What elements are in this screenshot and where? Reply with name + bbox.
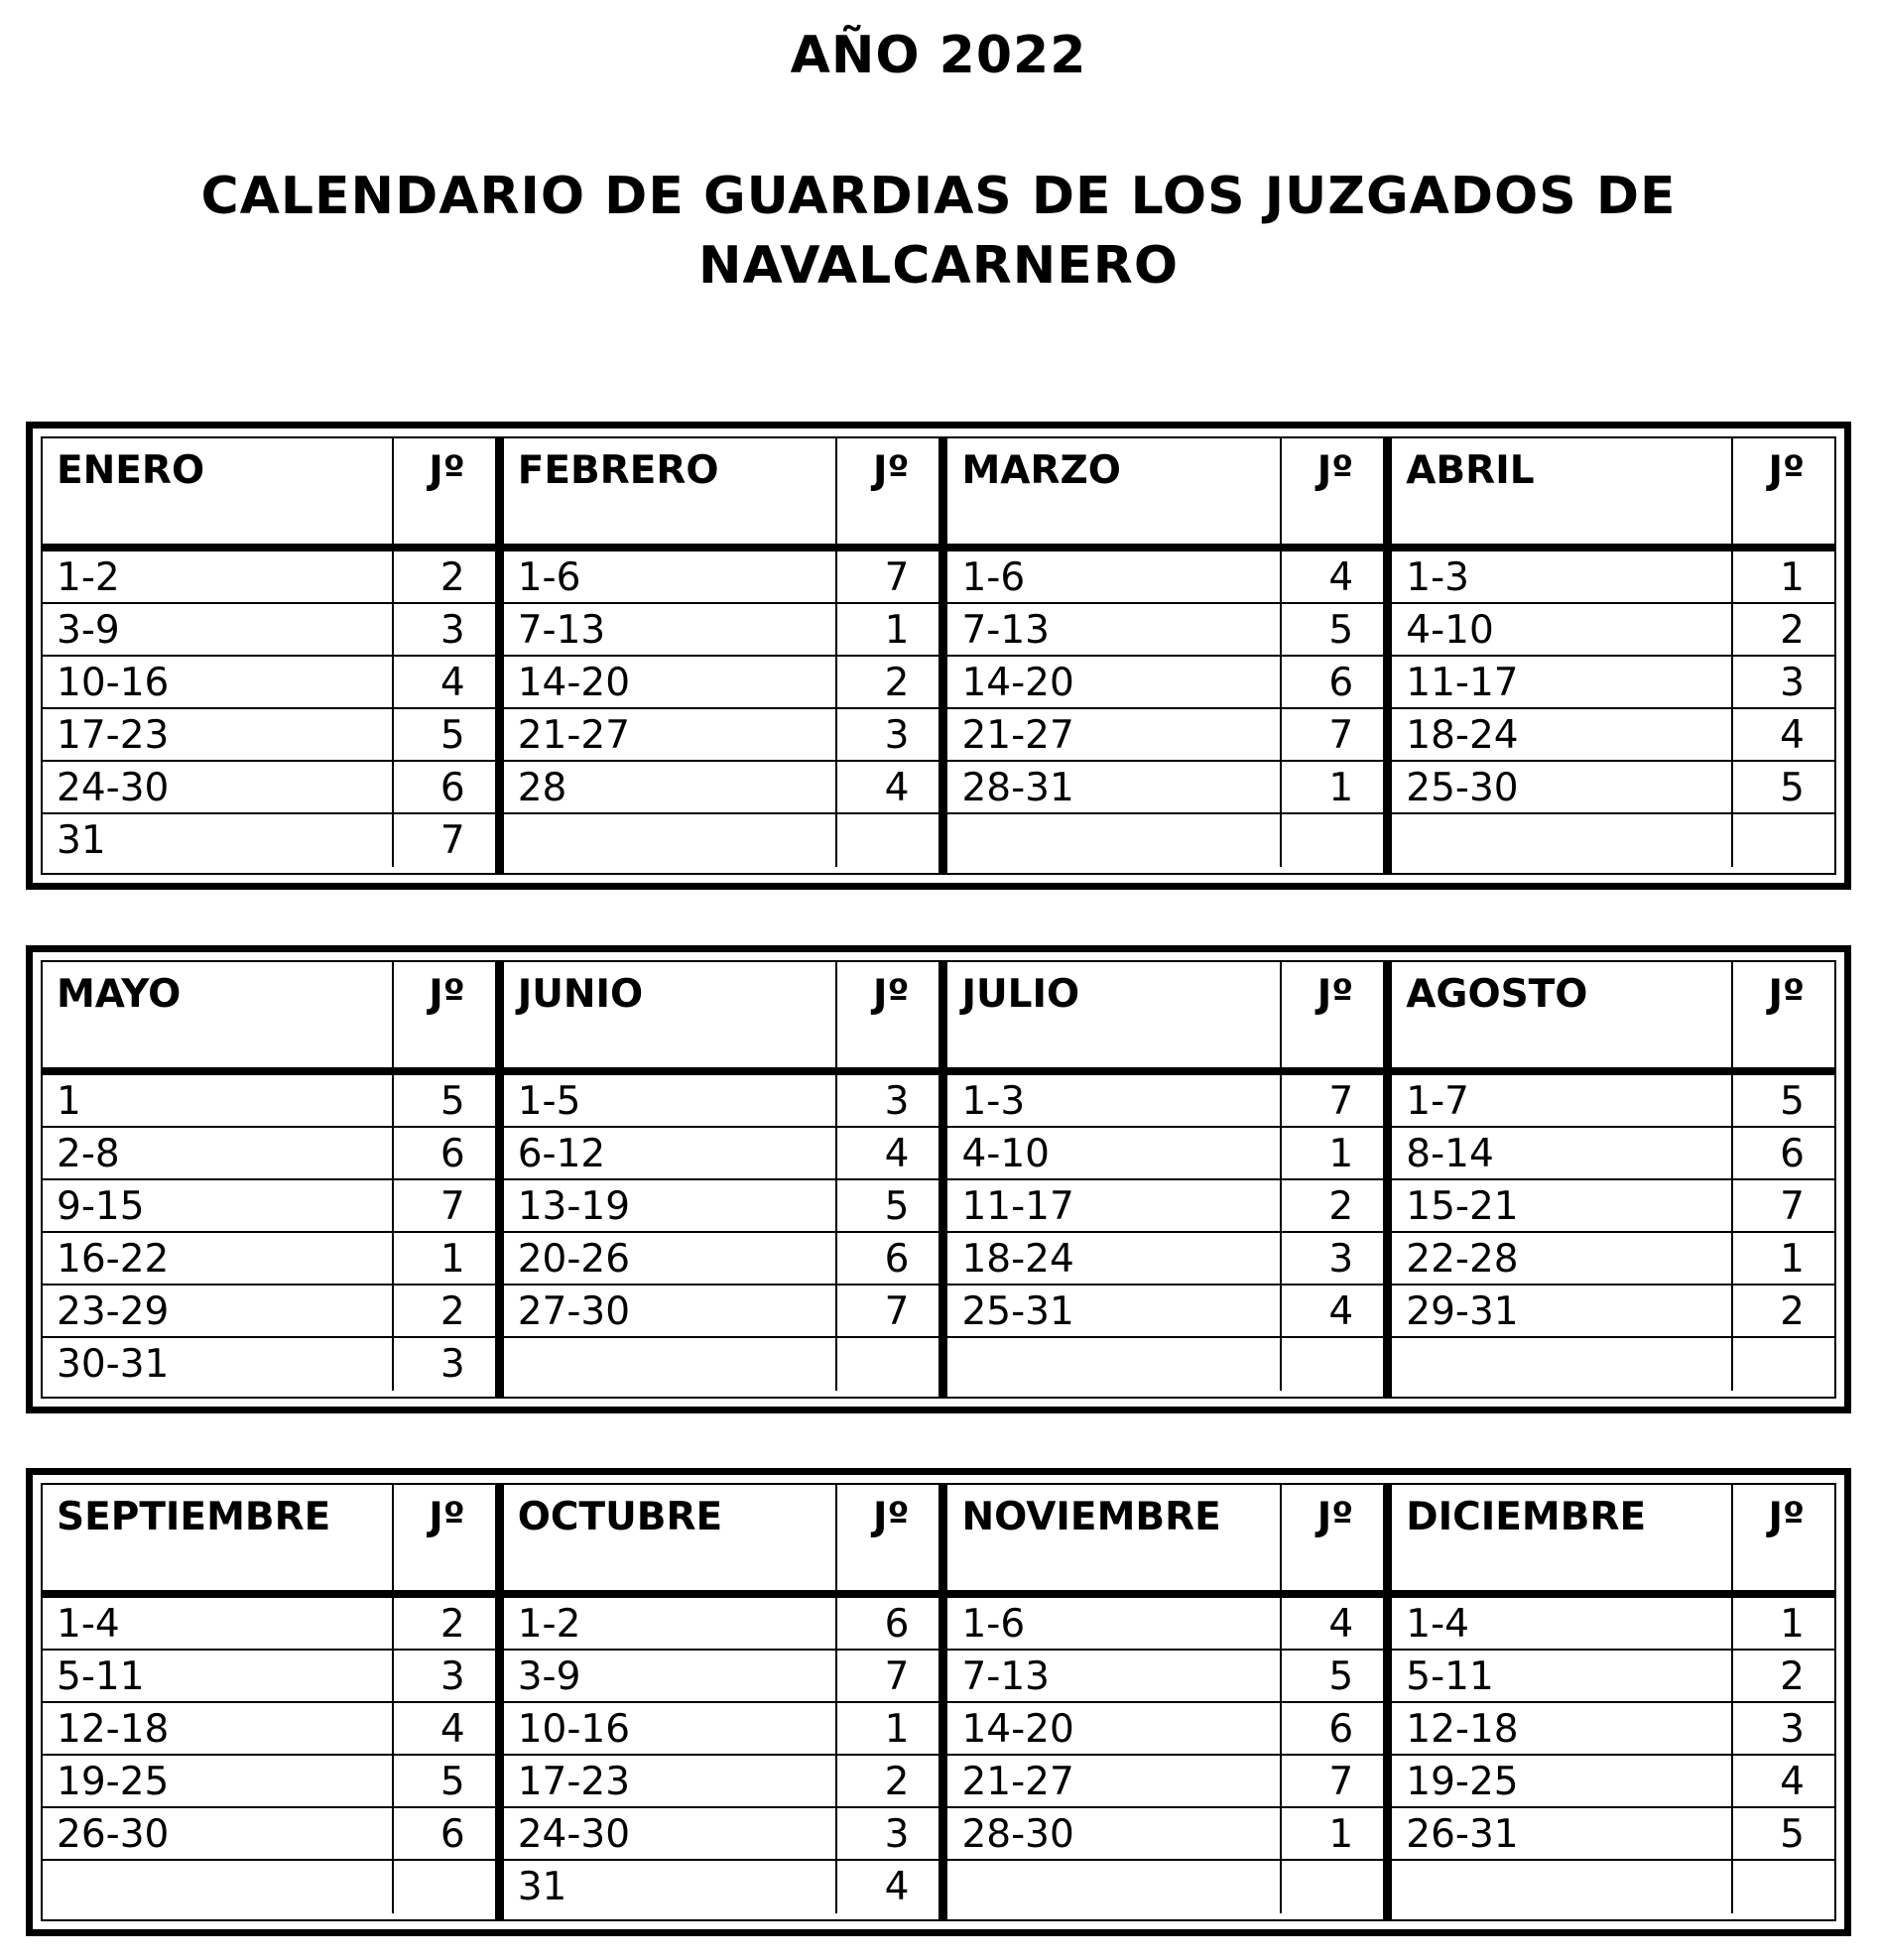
quarter-block: [26, 422, 1851, 890]
date-range-cell: 1-3: [947, 1075, 1282, 1126]
date-range-cell: 28: [504, 762, 838, 812]
juzgado-number-cell: 7: [439, 818, 465, 863]
juzgado-number-cell: 7: [884, 1289, 910, 1334]
quarter-grid: [41, 960, 1836, 1399]
date-range-cell: 7-13: [947, 1651, 1282, 1701]
month-rows: [43, 551, 495, 867]
date-range-cell: 12-18: [43, 1703, 394, 1754]
juzgado-number-cell: 1: [439, 1237, 465, 1282]
date-range-cell: 31: [43, 814, 394, 867]
date-range-cell: [947, 1861, 1282, 1913]
month-table: [504, 438, 948, 873]
juzgado-number-cell: 6: [439, 766, 465, 810]
date-range-cell: 6-12: [504, 1128, 838, 1178]
juzgado-column-header: Jº: [429, 972, 465, 1017]
date-range-cell: 20-26: [504, 1233, 838, 1284]
month-name: AGOSTO: [1392, 962, 1733, 1067]
table-row: [43, 1286, 495, 1338]
juzgado-number-cell: 5: [1780, 766, 1805, 810]
date-range-cell: 3-9: [43, 604, 394, 655]
date-range-cell: 26-31: [1392, 1808, 1733, 1859]
month-name: JUNIO: [504, 962, 838, 1067]
month-name: MARZO: [947, 438, 1282, 544]
juzgado-number-cell: 1: [1780, 1237, 1805, 1282]
date-range-cell: 25-31: [947, 1286, 1282, 1336]
month-name: ENERO: [43, 438, 394, 544]
month-header: [504, 1485, 939, 1592]
date-range-cell: 10-16: [43, 657, 394, 707]
date-range-cell: [1392, 1338, 1733, 1391]
month-table: [43, 1485, 504, 1919]
juzgado-number-cell: 2: [884, 661, 910, 705]
table-row: [947, 1703, 1383, 1756]
date-range-cell: 1-6: [504, 551, 838, 602]
month-rows: [1392, 551, 1834, 867]
table-row: [43, 604, 495, 657]
month-table: [947, 1485, 1392, 1919]
date-range-cell: 11-17: [947, 1180, 1282, 1231]
date-range-cell: 13-19: [504, 1180, 838, 1231]
year-title: AÑO 2022: [790, 26, 1087, 85]
juzgado-number-cell: 2: [439, 1289, 465, 1334]
table-row: [43, 709, 495, 762]
month-table: [947, 962, 1392, 1397]
table-row: [43, 1075, 495, 1128]
juzgado-number-cell: [1282, 1338, 1383, 1391]
quarter-block: [26, 945, 1851, 1413]
table-row: [504, 1651, 939, 1703]
date-range-cell: 3-9: [504, 1651, 838, 1701]
date-range-cell: 1-2: [504, 1598, 838, 1649]
juzgado-number-cell: 4: [1328, 555, 1354, 600]
table-row: [947, 657, 1383, 709]
table-row: [1392, 1286, 1834, 1338]
juzgado-number-cell: [394, 1861, 495, 1913]
table-row: [1392, 1180, 1834, 1233]
date-range-cell: 1-2: [43, 551, 394, 602]
juzgado-number-cell: [1282, 1861, 1383, 1913]
month-rows: [947, 1075, 1383, 1391]
juzgado-number-cell: 1: [884, 608, 910, 653]
month-header: [947, 1485, 1383, 1592]
juzgado-number-cell: 4: [1780, 1760, 1805, 1804]
table-row: [1392, 1756, 1834, 1808]
juzgado-number-cell: 5: [884, 1184, 910, 1229]
juzgado-number-cell: 7: [884, 1654, 910, 1699]
juzgado-number-cell: 4: [1328, 1289, 1354, 1334]
month-rows: [504, 1075, 939, 1391]
table-row: [504, 551, 939, 604]
date-range-cell: [504, 814, 838, 867]
table-row: [1392, 1861, 1834, 1913]
juzgado-number-cell: [837, 1338, 938, 1391]
date-range-cell: 8-14: [1392, 1128, 1733, 1178]
table-row: [504, 762, 939, 814]
juzgado-number-cell: 6: [1328, 661, 1354, 705]
juzgado-number-cell: [1733, 1861, 1834, 1913]
juzgado-number-cell: 6: [1328, 1707, 1354, 1752]
table-row: [43, 1598, 495, 1651]
table-row: [43, 657, 495, 709]
table-row: [947, 1756, 1383, 1808]
date-range-cell: 21-27: [947, 1756, 1282, 1806]
month-table: [1392, 438, 1834, 873]
month-rows: [947, 551, 1383, 867]
document-title-line2: NAVALCARNERO: [697, 236, 1180, 296]
table-row: [504, 1075, 939, 1128]
juzgado-number-cell: 2: [439, 1602, 465, 1647]
juzgado-number-cell: 2: [1780, 1289, 1805, 1334]
month-name: DICIEMBRE: [1392, 1485, 1733, 1590]
table-row: [1392, 551, 1834, 604]
table-row: [1392, 1598, 1834, 1651]
month-name: MAYO: [43, 962, 394, 1067]
juzgado-number-cell: 4: [439, 661, 465, 705]
month-name: NOVIEMBRE: [947, 1485, 1282, 1590]
date-range-cell: 1-3: [1392, 551, 1733, 602]
table-row: [947, 1651, 1383, 1703]
table-row: [947, 1338, 1383, 1391]
date-range-cell: 16-22: [43, 1233, 394, 1284]
date-range-cell: [1392, 814, 1733, 867]
juzgado-number-cell: 3: [439, 608, 465, 653]
juzgado-number-cell: 3: [884, 713, 910, 758]
month-table: [504, 1485, 948, 1919]
date-range-cell: 31: [504, 1861, 838, 1913]
juzgado-number-cell: 1: [1780, 555, 1805, 600]
month-header: [504, 962, 939, 1069]
table-row: [43, 1128, 495, 1180]
month-name: JULIO: [947, 962, 1282, 1067]
table-row: [43, 1338, 495, 1391]
date-range-cell: 21-27: [947, 709, 1282, 760]
table-row: [504, 814, 939, 867]
date-range-cell: 14-20: [947, 1703, 1282, 1754]
table-row: [504, 1233, 939, 1286]
juzgado-column-header: Jº: [1768, 1495, 1805, 1539]
juzgado-number-cell: 5: [439, 713, 465, 758]
month-name: SEPTIEMBRE: [43, 1485, 394, 1590]
date-range-cell: 30-31: [43, 1338, 394, 1391]
table-row: [947, 1286, 1383, 1338]
juzgado-column-header: Jº: [429, 1495, 465, 1539]
table-row: [947, 814, 1383, 867]
juzgado-column-header: Jº: [872, 972, 910, 1017]
table-row: [504, 1598, 939, 1651]
table-row: [947, 1180, 1383, 1233]
month-rows: [1392, 1075, 1834, 1391]
juzgado-number-cell: 1: [1780, 1602, 1805, 1647]
table-row: [504, 1180, 939, 1233]
juzgado-number-cell: 1: [1328, 1132, 1354, 1176]
quarter-block: [26, 1468, 1851, 1936]
date-range-cell: 26-30: [43, 1808, 394, 1859]
date-range-cell: 1-6: [947, 551, 1282, 602]
juzgado-number-cell: 4: [439, 1707, 465, 1752]
juzgado-number-cell: [837, 814, 938, 867]
juzgado-number-cell: 3: [439, 1654, 465, 1699]
table-row: [1392, 657, 1834, 709]
table-row: [504, 1808, 939, 1861]
date-range-cell: 1-5: [504, 1075, 838, 1126]
table-row: [947, 551, 1383, 604]
date-range-cell: 29-31: [1392, 1286, 1733, 1336]
juzgado-column-header: Jº: [1316, 1495, 1354, 1539]
table-row: [947, 604, 1383, 657]
month-name: FEBRERO: [504, 438, 838, 544]
date-range-cell: 18-24: [1392, 709, 1733, 760]
date-range-cell: 17-23: [504, 1756, 838, 1806]
quarter-grid: [41, 436, 1836, 875]
month-name: OCTUBRE: [504, 1485, 838, 1590]
date-range-cell: 7-13: [504, 604, 838, 655]
month-table: [1392, 962, 1834, 1397]
date-range-cell: [1392, 1861, 1733, 1913]
juzgado-number-cell: 2: [884, 1760, 910, 1804]
table-row: [1392, 814, 1834, 867]
table-row: [504, 1338, 939, 1391]
juzgado-number-cell: 7: [1780, 1184, 1805, 1229]
table-row: [504, 709, 939, 762]
table-row: [947, 1808, 1383, 1861]
juzgado-number-cell: 3: [884, 1079, 910, 1124]
date-range-cell: 5-11: [43, 1651, 394, 1701]
juzgado-number-cell: [1282, 814, 1383, 867]
date-range-cell: 12-18: [1392, 1703, 1733, 1754]
month-rows: [504, 551, 939, 867]
date-range-cell: 19-25: [43, 1756, 394, 1806]
date-range-cell: [947, 1338, 1282, 1391]
table-row: [1392, 1338, 1834, 1391]
juzgado-number-cell: 3: [1328, 1237, 1354, 1282]
month-rows: [1392, 1598, 1834, 1913]
date-range-cell: 28-30: [947, 1808, 1282, 1859]
juzgado-number-cell: 5: [1328, 1654, 1354, 1699]
date-range-cell: 1: [43, 1075, 394, 1126]
table-row: [1392, 604, 1834, 657]
juzgado-number-cell: 6: [884, 1602, 910, 1647]
month-header: [43, 438, 495, 546]
date-range-cell: 5-11: [1392, 1651, 1733, 1701]
table-row: [1392, 1703, 1834, 1756]
date-range-cell: 15-21: [1392, 1180, 1733, 1231]
date-range-cell: 17-23: [43, 709, 394, 760]
table-row: [43, 1703, 495, 1756]
date-range-cell: 4-10: [947, 1128, 1282, 1178]
juzgado-number-cell: 4: [884, 1865, 910, 1909]
table-row: [504, 657, 939, 709]
table-row: [43, 551, 495, 604]
table-row: [1392, 1233, 1834, 1286]
month-table: [43, 438, 504, 873]
table-row: [504, 1703, 939, 1756]
juzgado-number-cell: 6: [439, 1812, 465, 1857]
document-title-line1: CALENDARIO DE GUARDIAS DE LOS JUZGADOS DE: [200, 167, 1677, 226]
date-range-cell: 10-16: [504, 1703, 838, 1754]
juzgado-number-cell: 7: [884, 555, 910, 600]
table-row: [1392, 709, 1834, 762]
date-range-cell: 1-4: [43, 1598, 394, 1649]
juzgado-number-cell: 2: [1780, 608, 1805, 653]
juzgado-number-cell: 6: [439, 1132, 465, 1176]
table-row: [1392, 1651, 1834, 1703]
quarter-grid: [41, 1483, 1836, 1921]
date-range-cell: 25-30: [1392, 762, 1733, 812]
table-row: [1392, 762, 1834, 814]
juzgado-number-cell: 4: [884, 766, 910, 810]
juzgado-number-cell: 5: [439, 1079, 465, 1124]
table-row: [947, 1233, 1383, 1286]
month-table: [947, 438, 1392, 873]
juzgado-number-cell: 4: [1780, 713, 1805, 758]
table-row: [947, 1128, 1383, 1180]
juzgado-column-header: Jº: [429, 448, 465, 493]
table-row: [504, 1128, 939, 1180]
table-row: [1392, 1075, 1834, 1128]
date-range-cell: 18-24: [947, 1233, 1282, 1284]
date-range-cell: 7-13: [947, 604, 1282, 655]
date-range-cell: 21-27: [504, 709, 838, 760]
juzgado-number-cell: 3: [884, 1812, 910, 1857]
table-row: [947, 1598, 1383, 1651]
month-header: [947, 438, 1383, 546]
juzgado-number-cell: 3: [439, 1342, 465, 1387]
juzgado-column-header: Jº: [1768, 972, 1805, 1017]
date-range-cell: 2-8: [43, 1128, 394, 1178]
juzgado-column-header: Jº: [1316, 448, 1354, 493]
table-row: [947, 1075, 1383, 1128]
date-range-cell: 14-20: [947, 657, 1282, 707]
juzgado-number-cell: 6: [884, 1237, 910, 1282]
month-name: ABRIL: [1392, 438, 1733, 544]
date-range-cell: 1-6: [947, 1598, 1282, 1649]
table-row: [504, 604, 939, 657]
juzgado-number-cell: 4: [1328, 1602, 1354, 1647]
juzgado-column-header: Jº: [1316, 972, 1354, 1017]
month-header: [504, 438, 939, 546]
juzgado-number-cell: 2: [439, 555, 465, 600]
juzgado-number-cell: 5: [1780, 1812, 1805, 1857]
date-range-cell: 9-15: [43, 1180, 394, 1231]
month-table: [43, 962, 504, 1397]
table-row: [947, 1861, 1383, 1913]
date-range-cell: 11-17: [1392, 657, 1733, 707]
juzgado-number-cell: 1: [1328, 1812, 1354, 1857]
table-row: [43, 1651, 495, 1703]
juzgado-number-cell: [1733, 1338, 1834, 1391]
date-range-cell: 4-10: [1392, 604, 1733, 655]
month-header: [947, 962, 1383, 1069]
month-table: [504, 962, 948, 1397]
table-row: [43, 1808, 495, 1861]
month-header: [43, 962, 495, 1069]
table-row: [947, 762, 1383, 814]
juzgado-number-cell: [1733, 814, 1834, 867]
month-header: [1392, 962, 1834, 1069]
juzgado-number-cell: 7: [1328, 1760, 1354, 1804]
date-range-cell: [504, 1338, 838, 1391]
table-row: [43, 814, 495, 867]
juzgado-number-cell: 7: [1328, 1079, 1354, 1124]
date-range-cell: [43, 1861, 394, 1913]
month-rows: [43, 1075, 495, 1391]
date-range-cell: [947, 814, 1282, 867]
date-range-cell: 24-30: [504, 1808, 838, 1859]
date-range-cell: 28-31: [947, 762, 1282, 812]
month-header: [1392, 438, 1834, 546]
month-header: [43, 1485, 495, 1592]
table-row: [43, 1756, 495, 1808]
juzgado-number-cell: 5: [1328, 608, 1354, 653]
juzgado-number-cell: 3: [1780, 661, 1805, 705]
juzgado-number-cell: 1: [884, 1707, 910, 1752]
month-table: [1392, 1485, 1834, 1919]
month-header: [1392, 1485, 1834, 1592]
table-row: [43, 1233, 495, 1286]
juzgado-number-cell: 6: [1780, 1132, 1805, 1176]
juzgado-number-cell: 7: [439, 1184, 465, 1229]
table-row: [1392, 1808, 1834, 1861]
date-range-cell: 24-30: [43, 762, 394, 812]
table-row: [43, 762, 495, 814]
juzgado-number-cell: 2: [1328, 1184, 1354, 1229]
date-range-cell: 23-29: [43, 1286, 394, 1336]
juzgado-column-header: Jº: [1768, 448, 1805, 493]
month-rows: [43, 1598, 495, 1913]
juzgado-column-header: Jº: [872, 1495, 910, 1539]
date-range-cell: 14-20: [504, 657, 838, 707]
table-row: [504, 1861, 939, 1913]
juzgado-number-cell: 1: [1328, 766, 1354, 810]
juzgado-column-header: Jº: [872, 448, 910, 493]
table-row: [43, 1861, 495, 1913]
date-range-cell: 19-25: [1392, 1756, 1733, 1806]
month-rows: [947, 1598, 1383, 1913]
date-range-cell: 27-30: [504, 1286, 838, 1336]
juzgado-number-cell: 2: [1780, 1654, 1805, 1699]
date-range-cell: 22-28: [1392, 1233, 1733, 1284]
juzgado-number-cell: 7: [1328, 713, 1354, 758]
juzgado-number-cell: 3: [1780, 1707, 1805, 1752]
juzgado-number-cell: 4: [884, 1132, 910, 1176]
date-range-cell: 1-7: [1392, 1075, 1733, 1126]
juzgado-number-cell: 5: [1780, 1079, 1805, 1124]
juzgado-number-cell: 5: [439, 1760, 465, 1804]
table-row: [43, 1180, 495, 1233]
table-row: [947, 709, 1383, 762]
table-row: [504, 1286, 939, 1338]
date-range-cell: 1-4: [1392, 1598, 1733, 1649]
table-row: [504, 1756, 939, 1808]
table-row: [1392, 1128, 1834, 1180]
month-rows: [504, 1598, 939, 1913]
